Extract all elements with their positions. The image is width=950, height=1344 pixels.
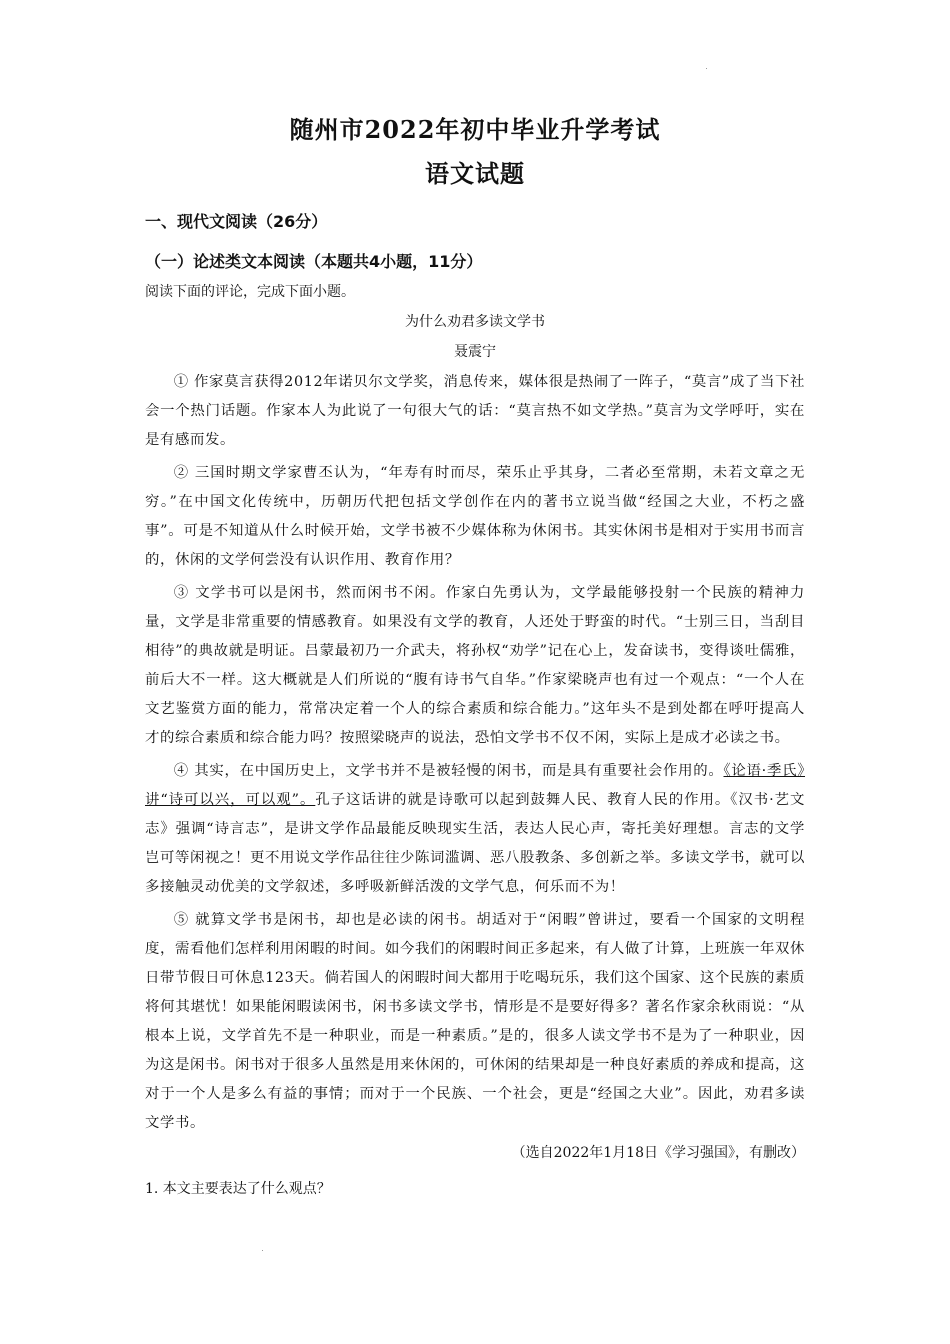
article-author: 聂震宁 bbox=[454, 344, 496, 360]
exam-subtitle: 语文试题 bbox=[425, 159, 525, 188]
article-paragraph-5: ⑤ 就算文学书是闲书，却也是必读的闲书。胡适对于“闲暇”曾讲过，要看一个国家的文明程度，需看他们怎样利用闲暇的时间。如今我们的闲暇时间正多起来，有人做了计算，上班族一年双休日带节假日可休息123天。倘若国人的闲暇时间大都用于吃喝玩乐，我们这个国家、这个民族的素质将何其堪忧！如果能闲暇读闲书，闲书多读文学书，情形是不是要好得多？著名作家余秋雨说：“从根本上说，文学首先不是一种职业，而是一种素质。”是的，很多人读文学书不是为了一种职业，因为这是闲书。闲书对于很多人虽然是用来休闲的，可休闲的结果却是一种良好素质的养成和提高，这对于一个人是多么有益的事情；而对于一个民族、一个社会，更是“经国之大业”。因此，劝君多读文学书。 bbox=[145, 912, 805, 1131]
section-heading: 一、现代文阅读（26分） bbox=[145, 212, 328, 231]
scan-dot bbox=[262, 1250, 263, 1251]
underlined-sentence: 《论语·季氏》讲“诗可以兴，可以观”。 bbox=[145, 763, 806, 808]
article-paragraph-1: ① 作家莫言获得2012年诺贝尔文学奖，消息传来，媒体很是热闹了一阵子，“莫言”成了当下社会一个热门话题。作家本人为此说了一句很大气的话：“莫言热不如文学热。”莫言为文学呼吁，实在是有感而发。 bbox=[145, 374, 805, 448]
question-1: 1. 本文主要表达了什么观点？ bbox=[145, 1181, 331, 1197]
article-paragraph-4 bbox=[145, 757, 805, 902]
article-source: （选自2022年1月18日《学习强国》，有删改） bbox=[511, 1145, 805, 1161]
exam-page bbox=[145, 112, 805, 1202]
scan-dot bbox=[706, 68, 707, 69]
part-heading: （一）论述类文本阅读（本题共4小题，11分） bbox=[145, 252, 483, 271]
exam-title: 随州市2022年初中毕业升学考试 bbox=[289, 115, 661, 144]
article-paragraph-2: ② 三国时期文学家曹丕认为，“年寿有时而尽，荣乐止乎其身，二者必至常期，未若文章之无穷。”在中国文化传统中，历朝历代把包括文学创作在内的著书立说当做“经国之大业，不朽之盛事”。可是不知道从什么时候开始，文学书被不少媒体称为休闲书。其实休闲书是相对于实用书而言的，休闲的文学何尝没有认识作用、教育作用？ bbox=[145, 465, 805, 568]
paragraph-text: ④ 其实，在中国历史上，文学书并不是被轻慢的闲书，而是具有重要社会作用的。 bbox=[173, 763, 724, 779]
article-paragraph-3: ③ 文学书可以是闲书，然而闲书不闲。作家白先勇认为，文学最能够投射一个民族的精神力量，文学是非常重要的情感教育。如果没有文学的教育，人还处于野蛮的时代。“士别三日，当刮目相待”的典故就是明证。吕蒙最初乃一介武夫，将孙权“劝学”记在心上，发奋读书，变得谈吐儒雅，前后大不一样。这大概就是人们所说的“腹有诗书气自华。”作家梁晓声也有过一个观点：“一个人在文艺鉴赏方面的能力，常常决定着一个人的综合素质和综合能力。”这年头不是到处都在呼吁提高人才的综合素质和综合能力吗？按照梁晓声的说法，恐怕文学书不仅不闲，实际上是成才必读之书。 bbox=[145, 585, 805, 746]
paragraph-text: 孔子这话讲的就是诗歌可以起到鼓舞人民、教育人民的作用。《汉书·艺文志》强调“诗言志”，是讲文学作品最能反映现实生活，表达人民心声，寄托美好理想。言志的文学岂可等闲视之！更不用说文学作品往往少陈词滥调、恶八股教条、多创新之举。多读文学书，就可以多接触灵动优美的文学叙述，多呼吸新鲜活泼的文学气息，何乐而不为！ bbox=[145, 792, 805, 895]
article-title: 为什么劝君多读文学书 bbox=[405, 314, 545, 330]
reading-instruction: 阅读下面的评论，完成下面小题。 bbox=[145, 284, 355, 300]
